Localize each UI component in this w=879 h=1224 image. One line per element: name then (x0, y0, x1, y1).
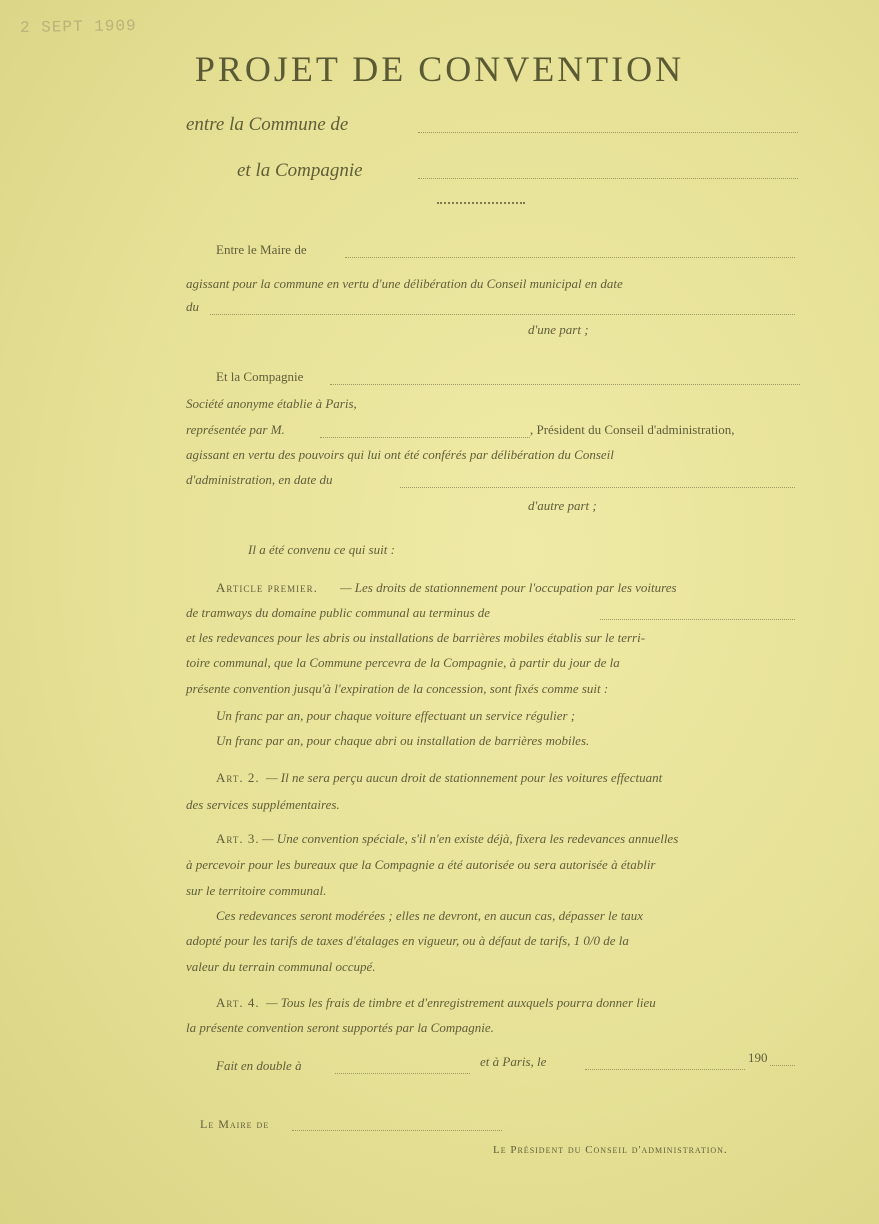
fill-line (400, 487, 795, 488)
date-stamp: 2 SEPT 1909 (19, 16, 137, 38)
subtitle-compagnie: et la Compagnie (237, 160, 363, 181)
article-4-line: la présente convention seront supportés par la Compagnie. (186, 1020, 494, 1035)
maire-date: du (186, 299, 199, 314)
fill-line (345, 257, 795, 258)
compagnie-representant: représentée par M. (186, 422, 285, 437)
article-1-line: de tramways du domaine public communal au terminus de (186, 605, 491, 620)
fait-a-paris: et à Paris, le (480, 1054, 547, 1069)
fill-line (320, 437, 530, 438)
fill-line (600, 619, 795, 620)
article-1-line: toire communal, que la Commune percevra de la Compagnie, à partir du jour de la (186, 655, 620, 670)
maire-signature-label: Le Maire de (200, 1117, 270, 1131)
president-signature-label: Le Président du Conseil d'administration. (493, 1144, 728, 1156)
maire-close: d'une part ; (528, 322, 589, 337)
article-1-label: Article premier. (216, 580, 318, 595)
article-2-line: — Il ne sera perçu aucun droit de stationnement pour les voitures effectuant (266, 770, 663, 785)
compagnie-close: d'autre part ; (528, 498, 597, 513)
article-3-line: valeur du terrain communal occupé. (186, 959, 376, 974)
subtitle-commune: entre la Commune de (186, 114, 349, 135)
article-3-line: adopté pour les tarifs de taxes d'étalages en vigueur, ou à défaut de tarifs, 1 0/0 de la (186, 933, 629, 948)
convenu-heading: Il a été convenu ce qui suit : (248, 542, 395, 557)
fill-line (210, 314, 795, 315)
article-4-line: — Tous les frais de timbre et d'enregistrement auxquels pourra donner lieu (266, 995, 656, 1010)
article-3-line: à percevoir pour les bureaux que la Compagnie a été autorisée ou sera autorisée à établir (186, 857, 656, 872)
compagnie-intro: Et la Compagnie (216, 369, 304, 384)
compagnie-president: , Président du Conseil d'administration, (530, 422, 735, 437)
article-1-line: présente convention jusqu'à l'expiration de la concession, sont fixés comme suit : (186, 681, 609, 696)
article-1-line: Un franc par an, pour chaque abri ou installation de barrières mobiles. (216, 733, 590, 748)
fill-line (585, 1069, 745, 1070)
compagnie-pouvoirs: agissant en vertu des pouvoirs qui lui ont été conférés par délibération du Conseil (186, 447, 614, 462)
fill-line (330, 384, 800, 385)
compagnie-date: d'administration, en date du (186, 472, 333, 487)
fill-line (770, 1065, 795, 1066)
fill-line (335, 1073, 470, 1074)
article-3-line: Ces redevances seront modérées ; elles ne devront, en aucun cas, dépasser le taux (216, 908, 644, 923)
separator-rule (437, 202, 525, 204)
article-4-label: Art. 4. (216, 995, 260, 1010)
fait-en-double: Fait en double à (216, 1058, 302, 1073)
maire-deliberation: agissant pour la commune en vertu d'une délibération du Conseil municipal en date (186, 276, 623, 291)
article-1-line: Un franc par an, pour chaque voiture effectuant un service régulier ; (216, 708, 576, 723)
document-title: PROJET DE CONVENTION (194, 49, 685, 89)
year-prefix: 190 (748, 1050, 768, 1065)
fill-line (292, 1130, 502, 1131)
article-3-line: sur le territoire communal. (186, 883, 327, 898)
fill-line (418, 132, 798, 133)
compagnie-societe: Société anonyme établie à Paris, (186, 396, 357, 411)
article-2-label: Art. 2. (216, 770, 260, 785)
article-3-line: — Une convention spéciale, s'il n'en existe déjà, fixera les redevances annuelles (262, 831, 679, 846)
article-3-label: Art. 3. (216, 831, 260, 846)
article-1-line: — Les droits de stationnement pour l'occupation par les voitures (340, 580, 677, 595)
article-1-line: et les redevances pour les abris ou installations de barrières mobiles établis sur le terri- (186, 630, 646, 645)
article-2-line: des services supplémentaires. (186, 797, 340, 812)
maire-intro: Entre le Maire de (216, 242, 307, 257)
fill-line (418, 178, 798, 179)
